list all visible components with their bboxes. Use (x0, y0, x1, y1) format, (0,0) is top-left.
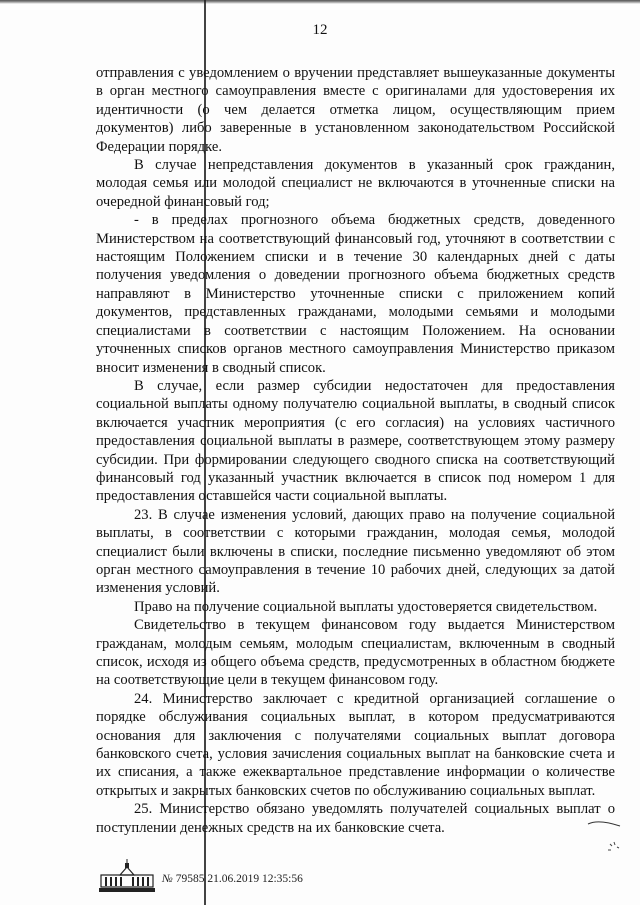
page-number: 12 (312, 22, 328, 38)
paragraph-item-24: 24. Министерство заключает с кредитной организацией соглашение о порядке обслуживания социальных выплат, в котором предусматриваются основания для заключения с получателями социальных выплат договора банковского счета, условия зачисления социальных выплат на банковские счета и их списания, а также ежеквартальное представление информации о количестве открытых и закрытых банковских счетов по обслуживанию социальных выплат. (96, 690, 615, 799)
document-number: 79585 (175, 873, 205, 885)
paragraph-certificate-issue: Свидетельство в текущем финансовом году выдается Министерством гражданам, молодым семьям, молодым специалистам, включенным в сводный список, исходя из общего объема средств, предусмотренных в областном бюджете на соответствующие цели в текущем финансовом году. (96, 617, 615, 689)
paragraph-budget-limits: - в пределах прогнозного объема бюджетных средств, доведенного Министерством на соответствующий финансовый год, уточняют в соответствии с настоящим Положением списки и в течение 30 календарных дней с даты получения уведомления о доведении прогнозного объема бюджетных средств направляют в Министерство уточненные списки с приложением копий документов, представленных гражданами, молодыми семьями и молодыми специалистами в соответствии с настоящим Положением. На основании уточненных списков органов местного самоуправления Министерство приказом вносит изменения в сводный список. (96, 212, 615, 376)
paragraph-item-25: 25. Министерство обязано уведомлять получателей социальных выплат о поступлении денежных средств на их банковские счета. (96, 801, 615, 836)
paragraph-subsidy-insufficient: В случае, если размер субсидии недостаточен для предоставления социальной выплаты одному получателю социальной выплаты, в сводный список включается участник мероприятия (с его согласия) на условиях частичного предоставления социальной выплаты в размере, соответствующем этому размеру субсидии. При формировании следующего сводного списка на соответствующий финансовый год указанный участник включается в список под номером 1 для предоставления оставшейся части социальной выплаты. (96, 377, 615, 505)
number-sign: № (162, 873, 173, 885)
scan-top-edge (0, 0, 640, 4)
paragraph-certificate-right: Право на получение социальной выплаты удостоверяется свидетельством. (134, 598, 598, 615)
handwritten-mark-icon (586, 820, 626, 860)
document-body (96, 64, 615, 837)
government-building-logo-icon (96, 858, 158, 894)
registration-timestamp: 21.06.2019 12:35:56 (207, 873, 303, 885)
paragraph-continuation: отправления с уведомлением о вручении представляет вышеуказанные документы в орган местного самоуправления вместе с оригиналами для удостоверения их идентичности (о чем делается отметка лицом, осуществляющим прием документов) либо заверенные в установленном законодательством Российской Федерации порядке. (96, 65, 615, 155)
paragraph-item-23: 23. В случае изменения условий, дающих право на получение социальной выплаты, в соответствии с которыми гражданин, молодая семья, молодой специалист были включены в списки, последние письменно уведомляют об этом орган местного самоуправления в течение 10 рабочих дней, следующих за датой изменения условий. (96, 506, 615, 597)
paragraph-nonsubmission: В случае непредставления документов в указанный срок гражданин, молодая семья или молодой специалист не включаются в уточненные списки на очередной финансовый год; (96, 157, 615, 210)
document-registration-stamp (162, 873, 303, 885)
document-footer (96, 858, 396, 894)
